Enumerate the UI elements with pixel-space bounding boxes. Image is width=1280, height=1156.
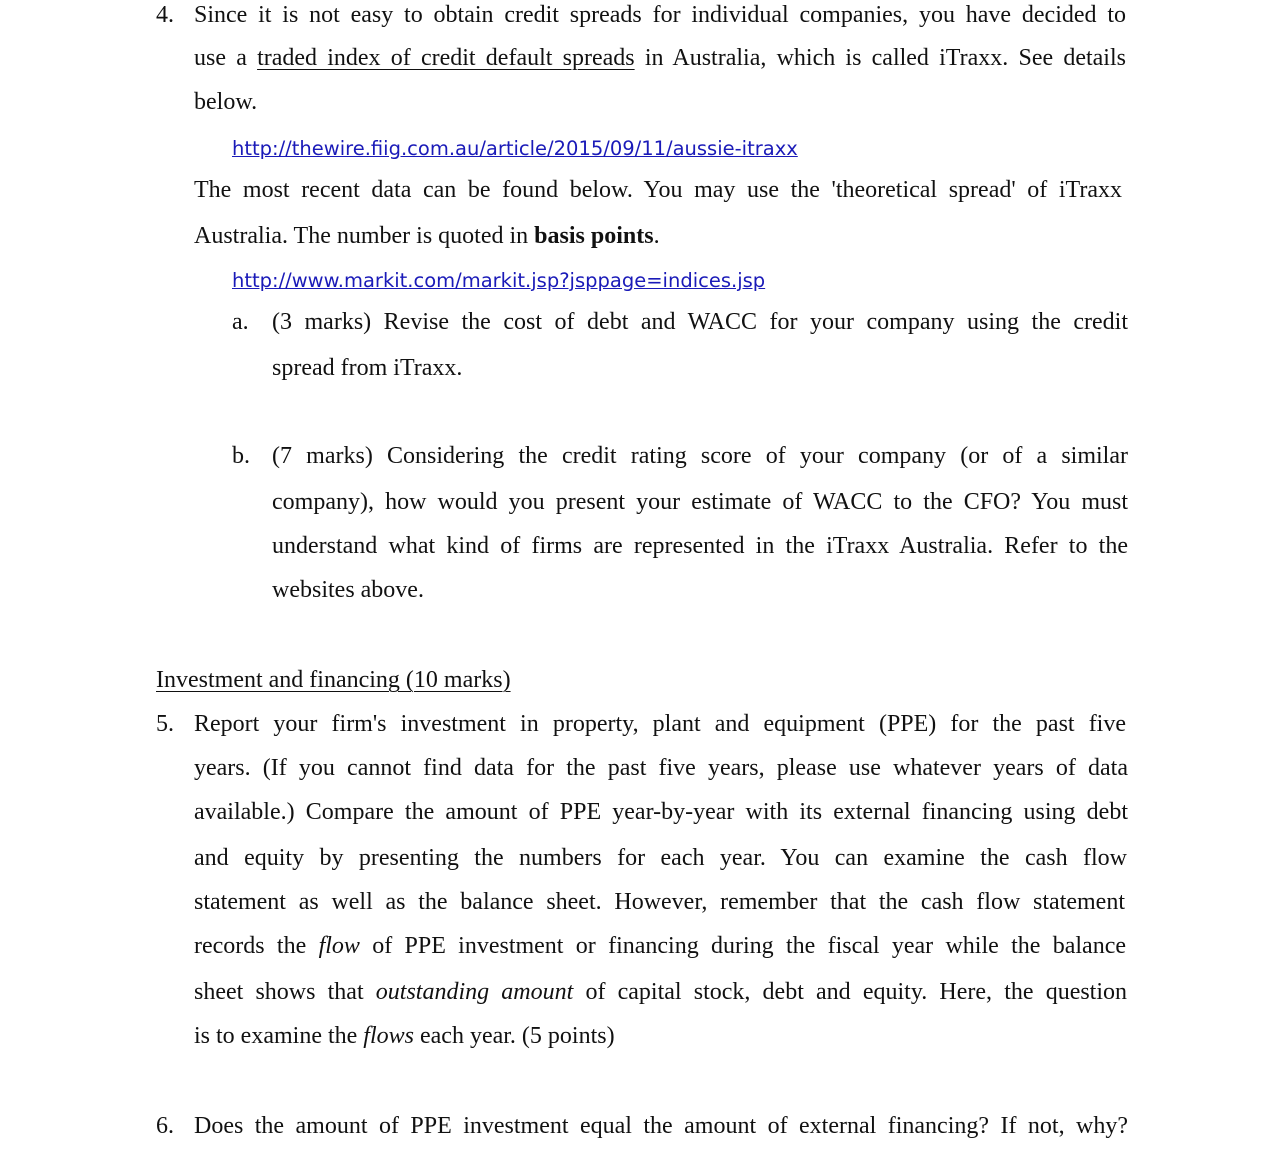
q4-line-2-post: in Australia, which is called iTraxx. See details <box>634 45 1126 71</box>
markit-indices-link[interactable]: http://www.markit.com/markit.jsp?jsppage=indices.jsp <box>232 269 766 292</box>
q4-line-4: The most recent data can be found below. You may use the 'theoretical spread' of iTraxx <box>194 177 1122 203</box>
outstanding-amount-italic: outstanding amount <box>375 979 574 1005</box>
q5-line-8: is to examine the flows each year. (5 points) <box>194 1023 615 1049</box>
q5-line-4: and equity by presenting the numbers for each year. You can examine the cash flow <box>194 845 1127 871</box>
q6-number: 6. <box>156 1113 174 1139</box>
q4b-line-1: (7 marks) Considering the credit rating score of your company (or of a similar <box>272 443 1128 469</box>
q4-line-5: Australia. The number is quoted in basis points. <box>194 223 660 249</box>
q5-line-1: Report your firm's investment in property, plant and equipment (PPE) for the past five <box>194 711 1126 737</box>
q5-line-6: records the flow of PPE investment or financing during the fiscal year while the balance <box>194 933 1126 959</box>
q5-line-3: available.) Compare the amount of PPE year-by-year with its external financing using debt <box>194 799 1128 825</box>
q4a-line-2: spread from iTraxx. <box>272 355 463 381</box>
q4-number: 4. <box>156 2 174 28</box>
flows-italic: flows <box>363 1023 414 1049</box>
q4-line-3: below. <box>194 89 258 115</box>
q5-line-2: years. (If you cannot find data for the past five years, please use whatever years of data <box>194 755 1128 781</box>
q5-number: 5. <box>156 711 174 737</box>
flow-italic: flow <box>318 933 360 959</box>
basis-points-bold: basis points <box>534 223 654 249</box>
q4-line-1: Since it is not easy to obtain credit spreads for individual companies, you have decided to <box>194 2 1126 28</box>
q4b-line-2: company), how would you present your estimate of WACC to the CFO? You must <box>272 489 1128 515</box>
q5-line-5: statement as well as the balance sheet. However, remember that the cash flow statement <box>194 889 1125 915</box>
q5-line-7: sheet shows that outstanding amount of capital stock, debt and equity. Here, the question <box>194 979 1128 1005</box>
q4b-line-4: websites above. <box>272 577 424 603</box>
q4-line-2-pre: use a <box>194 45 258 71</box>
fiig-article-link[interactable]: http://thewire.fiig.com.au/article/2015/09/11/aussie-itraxx <box>232 137 798 160</box>
section-heading: Investment and financing (10 marks) <box>156 667 511 693</box>
q4a-label: a. <box>232 309 249 335</box>
q4b-label: b. <box>232 443 250 469</box>
q4-line-2 <box>194 43 1126 73</box>
q6-line-1: Does the amount of PPE investment equal the amount of external financing? If not, why? <box>194 1113 1128 1139</box>
itraxx-term-link[interactable]: traded index of credit default spreads <box>257 45 635 71</box>
q4b-line-3: understand what kind of firms are represented in the iTraxx Australia. Refer to the <box>272 533 1128 559</box>
q4a-line-1: (3 marks) Revise the cost of debt and WACC for your company using the credit <box>272 309 1128 335</box>
